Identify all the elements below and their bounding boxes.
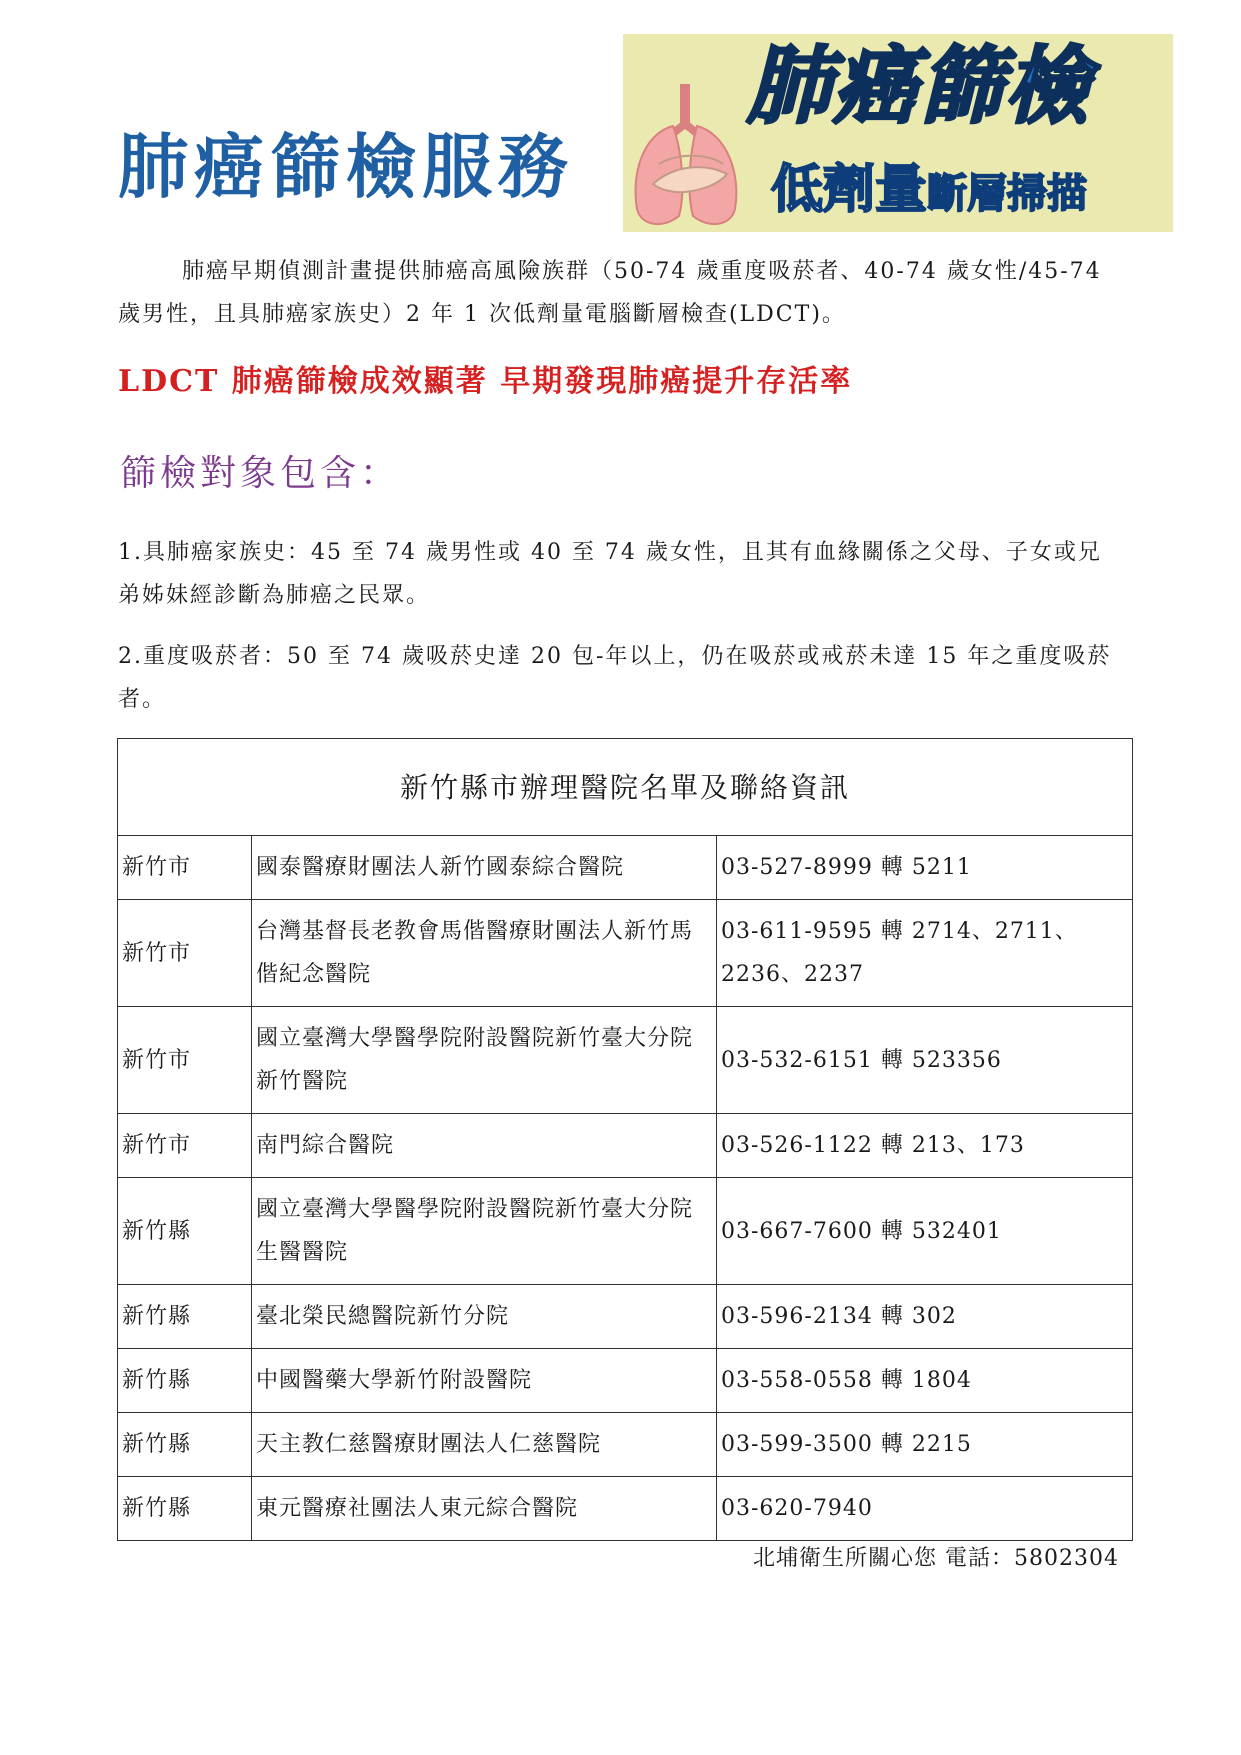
headline: LDCT 肺癌篩檢成效顯著 早期發現肺癌提升存活率: [118, 364, 853, 399]
table-caption: 新竹縣市辦理醫院名單及聯絡資訊: [118, 739, 1133, 836]
phone-cell: 03-620-7940: [717, 1477, 1133, 1541]
area-cell: 新竹縣: [118, 1178, 252, 1285]
hospital-cell: 國泰醫療財團法人新竹國泰綜合醫院: [252, 836, 717, 900]
phone-cell: 03-558-0558 轉 1804: [717, 1349, 1133, 1413]
lung-screening-banner: [623, 34, 1173, 232]
criteria-text: 2.重度吸菸者：50 至 74 歲吸菸史達 20 包-年以上，仍在吸菸或戒菸未達 15 年之重度吸菸者。: [118, 644, 1112, 712]
table-row: [118, 1477, 1133, 1541]
phone-cell: 03-532-6151 轉 523356: [717, 1007, 1133, 1114]
criteria-item: [118, 531, 1118, 617]
table-row: [118, 836, 1133, 900]
criteria-text: 1.具肺癌家族史：45 至 74 歲男性或 40 至 74 歲女性，且其有血緣關係之父母、子女或兄弟姊妹經診斷為肺癌之民眾。: [118, 540, 1102, 608]
hospital-cell: 國立臺灣大學醫學院附設醫院新竹臺大分院新竹醫院: [252, 1007, 717, 1114]
banner-sub-text: [771, 160, 1088, 220]
area-cell: 新竹縣: [118, 1413, 252, 1477]
phone-cell: 03-527-8999 轉 5211: [717, 836, 1133, 900]
table-row: [118, 1413, 1133, 1477]
table-row: [118, 900, 1133, 1007]
area-cell: 新竹縣: [118, 1477, 252, 1541]
criteria-item: [118, 635, 1118, 721]
intro-text: 肺癌早期偵測計畫提供肺癌高風險族群（50-74 歲重度吸菸者、40-74 歲女性/45-74 歲男性，且具肺癌家族史）2 年 1 次低劑量電腦斷層檢查(LDCT)。: [118, 259, 1102, 327]
banner-main-text: 肺癌篩檢: [747, 37, 1092, 135]
table-caption-row: [118, 739, 1133, 836]
table-row: [118, 1285, 1133, 1349]
hospital-cell: 國立臺灣大學醫學院附設醫院新竹臺大分院生醫醫院: [252, 1178, 717, 1285]
phone-cell: 03-611-9595 轉 2714、2711、2236、2237: [717, 900, 1133, 1007]
criteria-heading: 篩檢對象包含：: [120, 453, 401, 494]
hospital-table: [117, 738, 1133, 1541]
area-cell: 新竹市: [118, 900, 252, 1007]
table-row: [118, 1349, 1133, 1413]
phone-cell: 03-526-1122 轉 213、173: [717, 1114, 1133, 1178]
table-row: [118, 1007, 1133, 1114]
hospital-cell: 南門綜合醫院: [252, 1114, 717, 1178]
phone-cell: 03-667-7600 轉 532401: [717, 1178, 1133, 1285]
table-row: [118, 1178, 1133, 1285]
footer-contact: 北埔衛生所關心您 電話：5802304: [753, 1546, 1119, 1571]
area-cell: 新竹市: [118, 836, 252, 900]
page-title: 肺癌篩檢服務: [118, 126, 574, 208]
hospital-cell: 台灣基督長老教會馬偕醫療財團法人新竹馬偕紀念醫院: [252, 900, 717, 1007]
hospital-cell: 天主教仁慈醫療財團法人仁慈醫院: [252, 1413, 717, 1477]
table-row: [118, 1114, 1133, 1178]
phone-cell: 03-596-2134 轉 302: [717, 1285, 1133, 1349]
area-cell: 新竹市: [118, 1007, 252, 1114]
hospital-cell: 臺北榮民總醫院新竹分院: [252, 1285, 717, 1349]
area-cell: 新竹縣: [118, 1349, 252, 1413]
banner-sub-small: 斷層掃描: [927, 171, 1088, 217]
area-cell: 新竹市: [118, 1114, 252, 1178]
intro-paragraph: [118, 250, 1118, 336]
phone-cell: 03-599-3500 轉 2215: [717, 1413, 1133, 1477]
banner-sub-big: 低劑量: [771, 160, 928, 220]
hospital-cell: 東元醫療社團法人東元綜合醫院: [252, 1477, 717, 1541]
hospital-cell: 中國醫藥大學新竹附設醫院: [252, 1349, 717, 1413]
area-cell: 新竹縣: [118, 1285, 252, 1349]
